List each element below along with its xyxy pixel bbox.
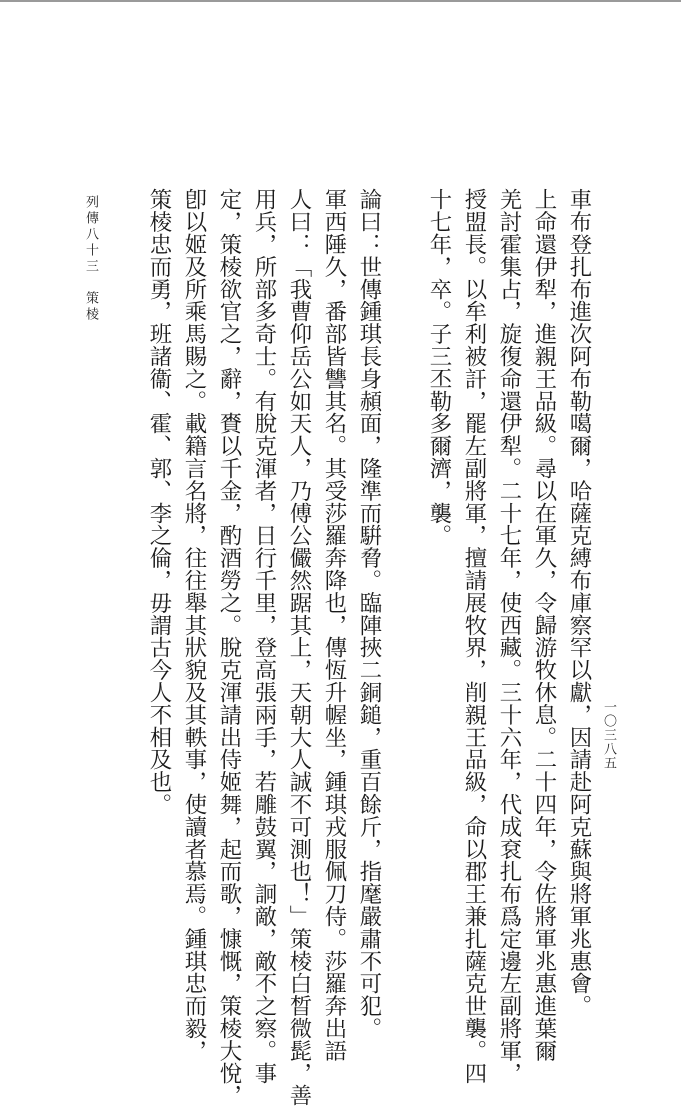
text-column-8: 人曰：「我曹仰岳公如天人，乃傅公儼然踞其上，天朝大人誠不可測也！」策棱白晳微髭，善: [286, 188, 312, 1106]
text-column-7: 軍西陲久，番部皆讐其名。其受莎羅奔降也，傳恆升幄坐，鍾琪戎服佩刀侍。莎羅奔出語: [321, 188, 347, 1062]
text-column-3: 羌討霍集占，旋復命還伊犁。二十七年，使西藏。三十六年，代成袞扎布爲定邊左副將軍，: [496, 188, 522, 1084]
text-column-11: 卽以姬及所乘馬賜之。載籍言名將，往往舉其狀貌及其軼事，使讀者慕焉。鍾琪忠而毅，: [181, 188, 207, 1062]
text-column-10: 定，策棱欲官之，辭，賚以千金，酌酒勞之。脫克渾請出侍姬舞，起而歌，慷慨，策棱大悅，: [216, 188, 242, 1106]
text-column-6: 論曰：世傳鍾琪長身頳面，隆準而騈脅。臨陣挾二銅鎚，重百餘斤，指麾嚴肅不可犯。: [356, 188, 382, 1040]
top-border-rule: [0, 0, 681, 2]
text-column-5: 十七年，卒。子三丕勒多爾濟，襲。: [426, 188, 452, 547]
text-column-12: 策棱忠而勇，班諸衞、霍、郭、李之倫，毋謂古今人不相及也。: [146, 188, 172, 816]
running-head: 列傳八十三 策棱: [83, 195, 98, 323]
text-column-4: 授盟長。以牟利被訐，罷左副將軍，擅請展牧界，削親王品級，命以郡王兼扎薩克世襲。四: [461, 188, 487, 1084]
page-number: 一〇三八五: [601, 700, 616, 770]
text-column-1: 車布登扎布進次阿布勒噶爾，哈薩克縛布庫察罕以獻，因請赴阿克蘇與將軍兆惠會。: [566, 188, 592, 1017]
text-column-9: 用兵，所部多奇士。有脫克渾者，日行千里，登高張兩手，若雕鼓翼，詗敵，敵不之察。事: [251, 188, 277, 1084]
text-column-2: 上命還伊犁，進親王品級。尋以在軍久，令歸游牧休息。二十四年，令佐將軍兆惠進葉爾: [531, 188, 557, 1062]
